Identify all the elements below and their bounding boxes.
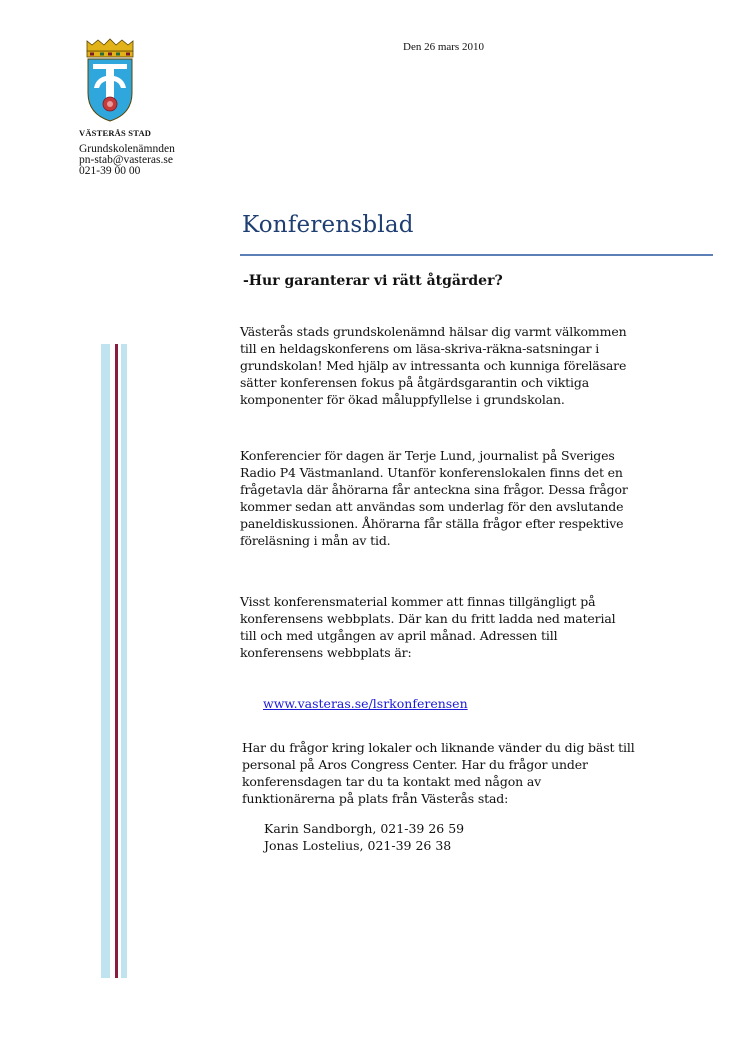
paragraph-line: kommer sedan att användas som underlag för den avslutande <box>240 499 624 514</box>
paragraph-welcome <box>240 323 715 408</box>
paragraph-line: Har du frågor kring lokaler och liknande vänder du dig bäst till <box>242 740 635 755</box>
title-divider <box>240 254 713 256</box>
vasteras-coat-of-arms-icon <box>86 38 134 122</box>
page-title: Konferensblad <box>242 212 414 238</box>
page-subtitle: -Hur garanterar vi rätt åtgärder? <box>243 273 503 289</box>
paragraph-line: konferensens webbplats är: <box>240 645 412 660</box>
decorative-stripe-red <box>115 344 118 978</box>
paragraph-line: sätter konferensen fokus på åtgärdsgarantin och viktiga <box>240 375 589 390</box>
paragraph-line: komponenter för ökad måluppfyllelse i grundskolan. <box>240 392 565 407</box>
rose-icon <box>103 97 117 111</box>
org-name: VÄSTERÅS STAD <box>79 128 152 138</box>
contact-email: pn-stab@vasteras.se <box>79 154 173 166</box>
crown-icon <box>87 39 133 57</box>
contact-person: Jonas Lostelius, 021-39 26 38 <box>264 838 452 853</box>
conference-website-link[interactable]: www.vasteras.se/lsrkonferensen <box>263 696 468 711</box>
paragraph-line: Radio P4 Västmanland. Utanför konferenslokalen finns det en <box>240 465 623 480</box>
paragraph-line: funktionärerna på plats från Västerås stad: <box>242 791 509 806</box>
paragraph-line: till en heldagskonferens om läsa-skriva-räkna-satsningar i <box>240 341 600 356</box>
paragraph-questions <box>242 739 717 807</box>
paragraph-line: konferensens webbplats. Där kan du fritt ladda ned material <box>240 611 616 626</box>
department-name: Grundskolenämnden <box>79 143 175 155</box>
contact-phone: 021-39 00 00 <box>79 165 141 177</box>
document-date: Den 26 mars 2010 <box>403 41 484 53</box>
paragraph-line: grundskolan! Med hjälp av intressanta och kunniga föreläsare <box>240 358 627 373</box>
decorative-stripe-blue-right <box>121 344 127 978</box>
paragraph-line: personal på Aros Congress Center. Har du frågor under <box>242 757 588 772</box>
paragraph-line: Konferencier för dagen är Terje Lund, journalist på Sveriges <box>240 448 615 463</box>
paragraph-line: Västerås stads grundskolenämnd hälsar dig varmt välkommen <box>240 324 627 339</box>
paragraph-moderator <box>240 447 715 549</box>
paragraph-line: konferensdagen tar du ta kontakt med någon av <box>242 774 542 789</box>
decorative-stripe-blue <box>101 344 110 978</box>
paragraph-line: föreläsning i mån av tid. <box>240 533 391 548</box>
paragraph-line: till och med utgången av april månad. Adressen till <box>240 628 558 643</box>
contact-person: Karin Sandborgh, 021-39 26 59 <box>264 821 465 836</box>
paragraph-line: Visst konferensmaterial kommer att finnas tillgängligt på <box>240 594 596 609</box>
paragraph-material <box>240 593 715 661</box>
paragraph-line: paneldiskussionen. Åhörarna får ställa frågor efter respektive <box>240 516 624 531</box>
paragraph-line: frågetavla där åhörarna får anteckna sina frågor. Dessa frågor <box>240 482 628 497</box>
